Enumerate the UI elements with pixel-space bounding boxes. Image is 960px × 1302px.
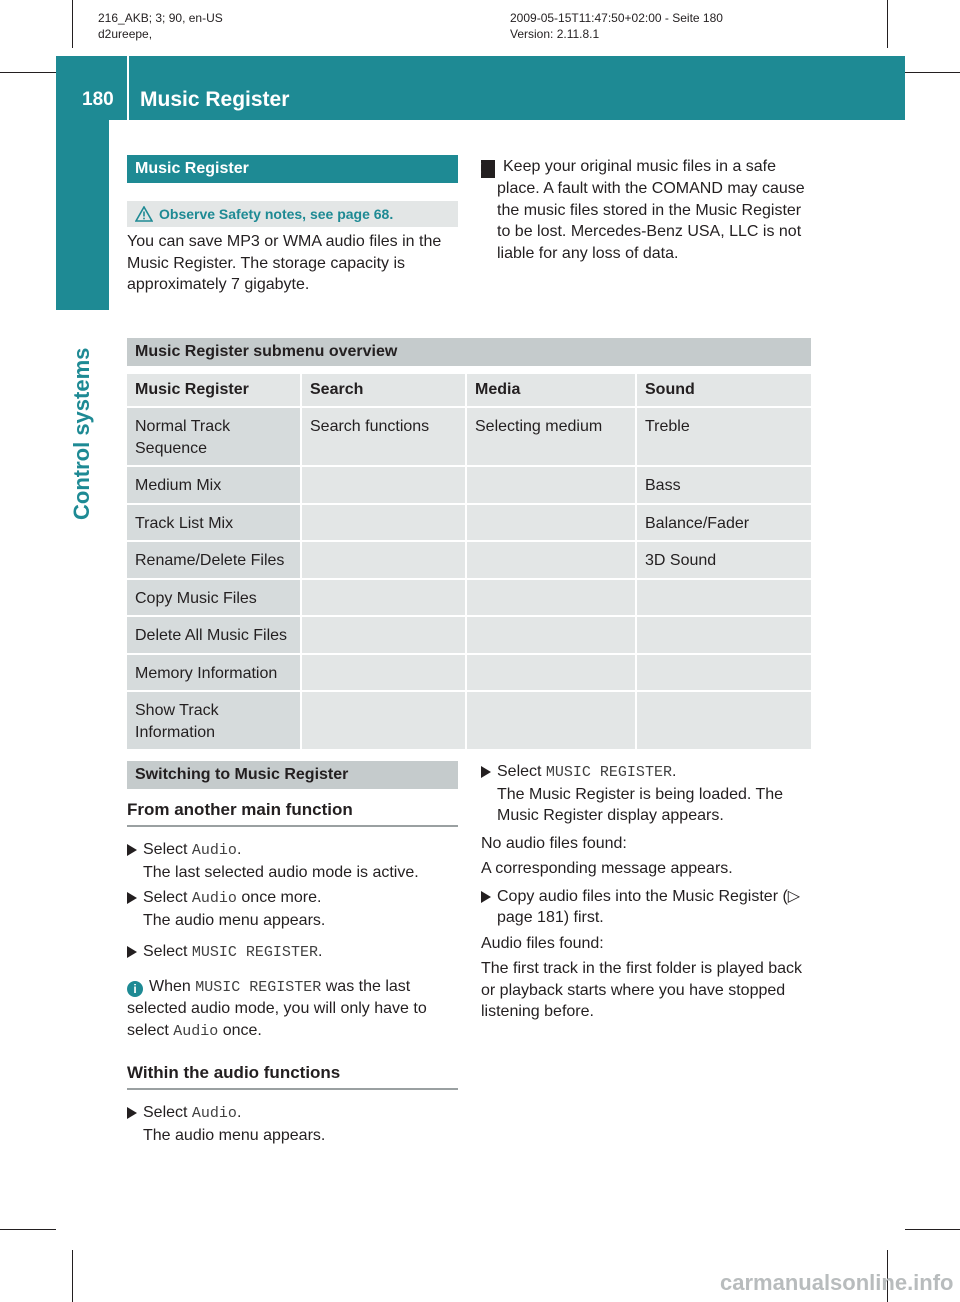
step-text: Select xyxy=(143,889,188,906)
table-cell xyxy=(302,617,467,655)
column-header: Sound xyxy=(637,374,813,408)
table-cell xyxy=(637,655,813,693)
table-cell xyxy=(467,467,637,505)
notice-block xyxy=(477,156,813,264)
table-row xyxy=(127,408,813,467)
table-cell: Selecting medium xyxy=(467,408,637,467)
table-cell: 3D Sound xyxy=(637,542,813,580)
step-text: Copy audio files into the Music Register (▷ page 181) first. xyxy=(497,887,801,926)
step-text: . xyxy=(236,1104,242,1121)
table-cell xyxy=(302,580,467,618)
step-text: Select xyxy=(497,763,542,780)
table-cell: Bass xyxy=(637,467,813,505)
page-number: 180 xyxy=(82,89,114,110)
table-cell xyxy=(302,542,467,580)
crop-mark xyxy=(72,1250,73,1302)
table-row xyxy=(127,467,813,505)
table-cell xyxy=(467,655,637,693)
table-row xyxy=(127,692,813,751)
info-text: When xyxy=(149,977,191,995)
submenu-table xyxy=(127,374,813,751)
table-cell: Treble xyxy=(637,408,813,467)
table-row xyxy=(127,505,813,543)
menu-item-code: Audio xyxy=(191,842,237,859)
section-heading: Music Register xyxy=(127,155,458,183)
column-header: Media xyxy=(467,374,637,408)
info-text: was the last selected audio mode, you will only have to select xyxy=(127,977,427,1039)
step-text: . xyxy=(671,763,677,780)
warning-triangle-icon xyxy=(135,204,153,220)
safety-warning xyxy=(127,201,458,227)
print-meta-line: 216_AKB; 3; 90, en-US xyxy=(98,11,223,25)
crop-mark xyxy=(0,72,56,73)
table-cell xyxy=(637,580,813,618)
intro-paragraph: You can save MP3 or WMA audio files in the Music Register. The storage capacity is approximately 7 gigabyte. xyxy=(127,233,442,293)
step-arrow-icon xyxy=(481,766,491,778)
menu-item-code: MUSIC REGISTER xyxy=(191,944,318,961)
crop-mark xyxy=(887,0,888,48)
switching-section xyxy=(127,761,458,1146)
step-text: . xyxy=(317,943,323,960)
overview-section xyxy=(127,338,811,751)
step-arrow-icon xyxy=(481,891,491,903)
table-cell xyxy=(637,692,813,751)
table-cell: Normal Track Sequence xyxy=(127,408,302,467)
instruction-step xyxy=(481,761,813,827)
exclamation-icon: ! xyxy=(481,160,495,178)
section-heading: Switching to Music Register xyxy=(127,761,458,789)
section-heading: Music Register submenu overview xyxy=(127,338,811,366)
table-row xyxy=(127,617,813,655)
page-title: Music Register xyxy=(140,88,290,111)
print-meta-line: Version: 2.11.8.1 xyxy=(510,27,600,41)
condition-result: The first track in the first folder is played back or playback starts where you have stopped listening before. xyxy=(481,960,803,1020)
table-cell xyxy=(467,505,637,543)
menu-item-code: MUSIC REGISTER xyxy=(195,978,322,996)
loading-section xyxy=(481,761,813,1023)
crop-mark xyxy=(0,1229,56,1230)
menu-item-code: MUSIC REGISTER xyxy=(545,764,672,781)
instruction-step xyxy=(127,1102,458,1146)
menu-item-code: Audio xyxy=(173,1022,219,1040)
table-cell: Search functions xyxy=(302,408,467,467)
info-note xyxy=(127,976,458,1043)
step-result: The last selected audio mode is active. xyxy=(143,863,419,881)
table-cell xyxy=(467,617,637,655)
table-cell: Rename/Delete Files xyxy=(127,542,302,580)
instruction-step xyxy=(127,887,458,931)
step-arrow-icon xyxy=(127,892,137,904)
table-cell xyxy=(302,467,467,505)
print-meta-line: d2ureepe, xyxy=(98,27,153,41)
condition-label: No audio files found: xyxy=(481,834,627,852)
table-cell: Delete All Music Files xyxy=(127,617,302,655)
notice-text: Keep your original music files in a safe place. A fault with the COMAND may cause the music files stored in the Music Register to be lost. Mercedes-Benz USA, LLC is not liable for any loss of data. xyxy=(497,158,805,262)
table-cell xyxy=(637,617,813,655)
table-row xyxy=(127,580,813,618)
table-row xyxy=(127,542,813,580)
table-cell: Copy Music Files xyxy=(127,580,302,618)
condition-label: Audio files found: xyxy=(481,934,604,952)
crop-mark xyxy=(905,72,960,73)
step-text: Select xyxy=(143,841,188,858)
table-cell: Show Track Information xyxy=(127,692,302,751)
info-icon: i xyxy=(127,981,143,997)
column-header: Music Register xyxy=(127,374,302,408)
print-meta-right xyxy=(510,10,723,42)
condition-result: A corresponding message appears. xyxy=(481,860,733,877)
menu-item-code: Audio xyxy=(191,1105,237,1122)
table-cell xyxy=(467,692,637,751)
intro-section xyxy=(127,155,458,296)
header-divider xyxy=(127,56,129,120)
step-arrow-icon xyxy=(127,946,137,958)
instruction-step xyxy=(127,941,458,964)
table-header-row xyxy=(127,374,813,408)
table-cell: Memory Information xyxy=(127,655,302,693)
instruction-step xyxy=(127,839,458,883)
table-cell xyxy=(302,692,467,751)
table-cell xyxy=(302,655,467,693)
table-cell: Track List Mix xyxy=(127,505,302,543)
print-meta-left xyxy=(98,10,223,42)
info-text: once. xyxy=(222,1021,262,1039)
step-result: The Music Register is being loaded. The Music Register display appears. xyxy=(497,785,784,824)
chapter-label: Control systems xyxy=(69,347,94,520)
table-cell xyxy=(467,542,637,580)
table-cell xyxy=(467,580,637,618)
warning-text: Observe Safety notes, see page 68. xyxy=(159,206,394,222)
step-text: Select xyxy=(143,943,188,960)
crop-mark xyxy=(72,0,73,48)
step-arrow-icon xyxy=(127,844,137,856)
table-cell: Medium Mix xyxy=(127,467,302,505)
step-result: The audio menu appears. xyxy=(143,1126,326,1144)
step-arrow-icon xyxy=(127,1107,137,1119)
print-meta-line: 2009-05-15T11:47:50+02:00 - Seite 180 xyxy=(510,11,723,25)
chapter-tab xyxy=(56,120,109,310)
subsection-heading: Within the audio functions xyxy=(127,1062,458,1090)
step-text: Select xyxy=(143,1104,188,1121)
table-cell: Balance/Fader xyxy=(637,505,813,543)
step-text: once more. xyxy=(241,889,322,906)
menu-item-code: Audio xyxy=(191,890,237,907)
instruction-step xyxy=(481,886,813,929)
subsection-heading: From another main function xyxy=(127,799,458,827)
watermark: carmanualsonline.info xyxy=(720,1270,954,1295)
step-text: . xyxy=(236,841,242,858)
step-result: The audio menu appears. xyxy=(143,911,326,929)
crop-mark xyxy=(905,1229,960,1230)
notice-paragraph xyxy=(477,156,813,264)
table-row xyxy=(127,655,813,693)
table-cell xyxy=(302,505,467,543)
column-header: Search xyxy=(302,374,467,408)
